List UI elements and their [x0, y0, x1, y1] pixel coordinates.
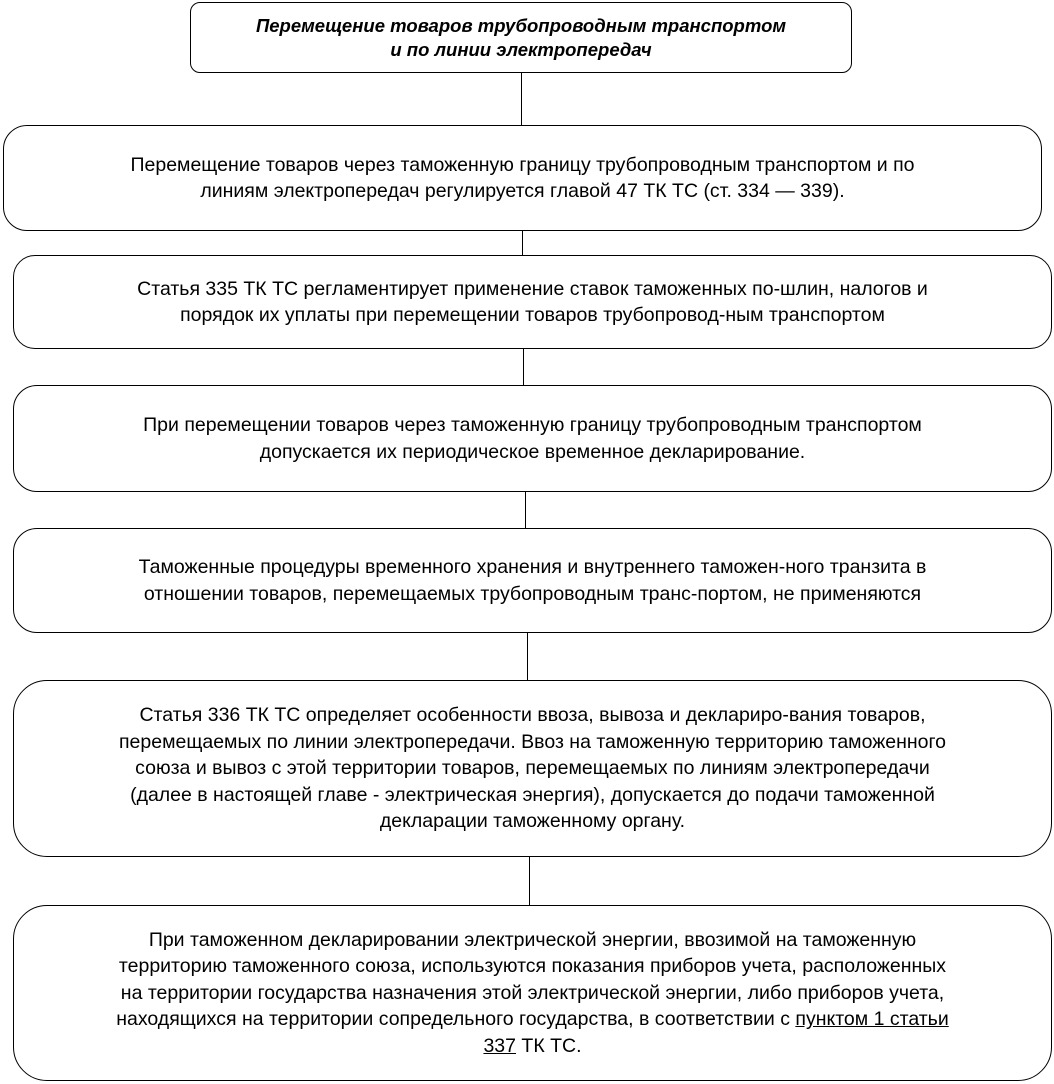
box-article-336	[13, 680, 1052, 857]
connector-line	[525, 492, 526, 528]
text-line: территорию таможенного союза, используются показания приборов учета, расположенных	[118, 955, 947, 978]
box-text	[130, 152, 914, 205]
connector-line	[521, 73, 522, 125]
text-line: декларации таможенному органу.	[379, 810, 686, 833]
title-box	[190, 2, 852, 73]
text-line: перемещаемых по линии электропередачи. Ввоз на таможенную территорию таможенного	[118, 730, 947, 753]
box-metering-devices	[13, 905, 1052, 1081]
text-line: линиям электропередач регулируется главой 47 ТК ТС (ст. 334 — 339).	[200, 180, 845, 202]
text-line: союза и вывоз с этой территории товаров, перемещаемых по линиям электропередачи	[135, 757, 930, 780]
title-text	[256, 14, 786, 62]
text-line: находящихся на территории сопредельного государства, в соответствии с	[116, 1008, 796, 1031]
box-text	[139, 554, 927, 607]
box-text	[119, 702, 946, 835]
text-line: ТК ТС.	[516, 1034, 582, 1057]
text-line: Таможенные процедуры временного хранения и внутреннего таможен-ного транзита в	[138, 556, 927, 578]
box-text	[137, 276, 928, 329]
connector-line	[529, 857, 530, 905]
text-line: Статья 335 ТК ТС регламентирует применение ставок таможенных по-шлин, налогов и	[137, 277, 928, 300]
article-337-link[interactable]: пунктом 1 статьи	[795, 1008, 949, 1031]
box-chapter-47	[3, 125, 1042, 231]
connector-line	[522, 231, 523, 255]
box-periodic-declaration	[13, 385, 1052, 492]
text-line: (далее в настоящей главе - электрическая энергия), допускается до подачи таможенной	[130, 783, 935, 806]
box-text	[116, 927, 948, 1060]
text-line: При таможенном декларировании электрической энергии, ввозимой на таможенную	[148, 928, 917, 951]
text-line: Статья 336 ТК ТС определяет особенности ввоза, вывоза и деклариро-вания товаров,	[139, 704, 926, 727]
text-line: допускается их периодическое временное декларирование.	[259, 440, 806, 463]
article-337-link[interactable]: 337	[483, 1034, 516, 1057]
title-line: и по линии электропередач	[390, 38, 652, 60]
connector-line	[527, 633, 528, 680]
text-line: Перемещение товаров через таможенную границу трубопроводным транспортом и по	[130, 153, 915, 176]
text-line: При перемещении товаров через таможенную границу трубопроводным транспортом	[143, 414, 922, 436]
box-article-335	[13, 255, 1052, 349]
text-line: отношении товаров, перемещаемых трубопроводным транс-портом, не применяются	[143, 582, 922, 605]
title-line: Перемещение товаров трубопроводным транспортом	[255, 14, 787, 36]
text-line: на территории государства назначения этой электрической энергии, либо приборов учета,	[120, 981, 945, 1004]
text-line: порядок их уплаты при перемещении товаров трубопровод-ным транспортом	[180, 304, 885, 326]
connector-line	[523, 349, 524, 385]
box-procedures-not-applied	[13, 528, 1052, 633]
box-text	[143, 412, 922, 465]
